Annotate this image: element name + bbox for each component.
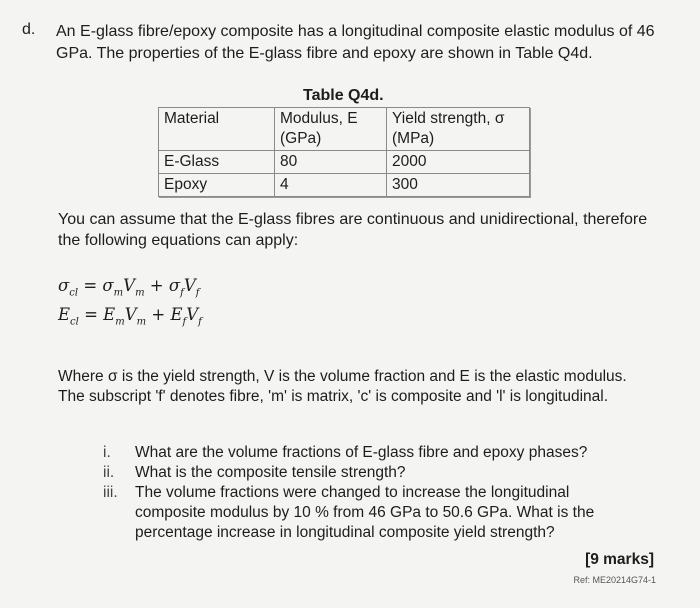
cell-material: Epoxy [159,174,275,197]
properties-table [158,107,530,197]
equation-strength: $\sigma_{cl} = \sigma_mV_m + \sigma_fV_f$ [58,276,200,299]
subquestion-number: iii. [103,484,118,501]
equations [58,275,202,334]
header-modulus: Modulus, E (GPa) [275,108,387,151]
marks-label: [9 marks] [585,551,654,568]
table-title: Table Q4d. [303,87,384,104]
subquestion-text: What are the volume fractions of E-glass fibre and epoxy phases? [135,444,588,461]
reference-code: Ref: ME20214G74-1 [573,575,656,585]
list-item [103,483,643,543]
list-item [103,443,643,463]
list-item [103,463,643,483]
table-row [159,151,530,174]
cell-yield-strength: 2000 [387,151,530,174]
cell-material: E-Glass [159,151,275,174]
cell-modulus: 80 [275,151,387,174]
subquestion-number: ii. [103,464,115,481]
table-header-row [159,108,530,151]
definitions-text: Where σ is the yield strength, V is the volume fraction and E is the elastic modulus. The subscript 'f' denotes fibre, 'm' is matrix, 'c' is composite and 'l' is longitudinal. [58,368,627,405]
question-label: d. [22,21,36,38]
equation-modulus: $E_{cl} = E_mV_m + E_fV_f$ [58,305,202,328]
question-intro: An E-glass fibre/epoxy composite has a longitudinal composite elastic modulus of 46 GPa. The properties of the E-glass fibre and epoxy are shown in Table Q4d. [56,23,655,62]
subquestion-text: What is the composite tensile strength? [135,464,406,481]
cell-yield-strength: 300 [387,174,530,197]
subquestion-text: The volume fractions were changed to increase the longitudinal composite modulus by 10 % from 46 GPa to 50.6 GPa. What is the percentage increase in longitudinal composite yield strength? [135,484,595,541]
subquestion-number: i. [103,444,111,461]
cell-modulus: 4 [275,174,387,197]
header-material: Material [159,108,275,151]
header-yield-strength: Yield strength, σ (MPa) [387,108,530,151]
subquestion-list [103,443,643,543]
table-row [159,174,530,197]
assumption-text: You can assume that the E-glass fibres are continuous and unidirectional, therefore the following equations can apply: [58,211,648,249]
